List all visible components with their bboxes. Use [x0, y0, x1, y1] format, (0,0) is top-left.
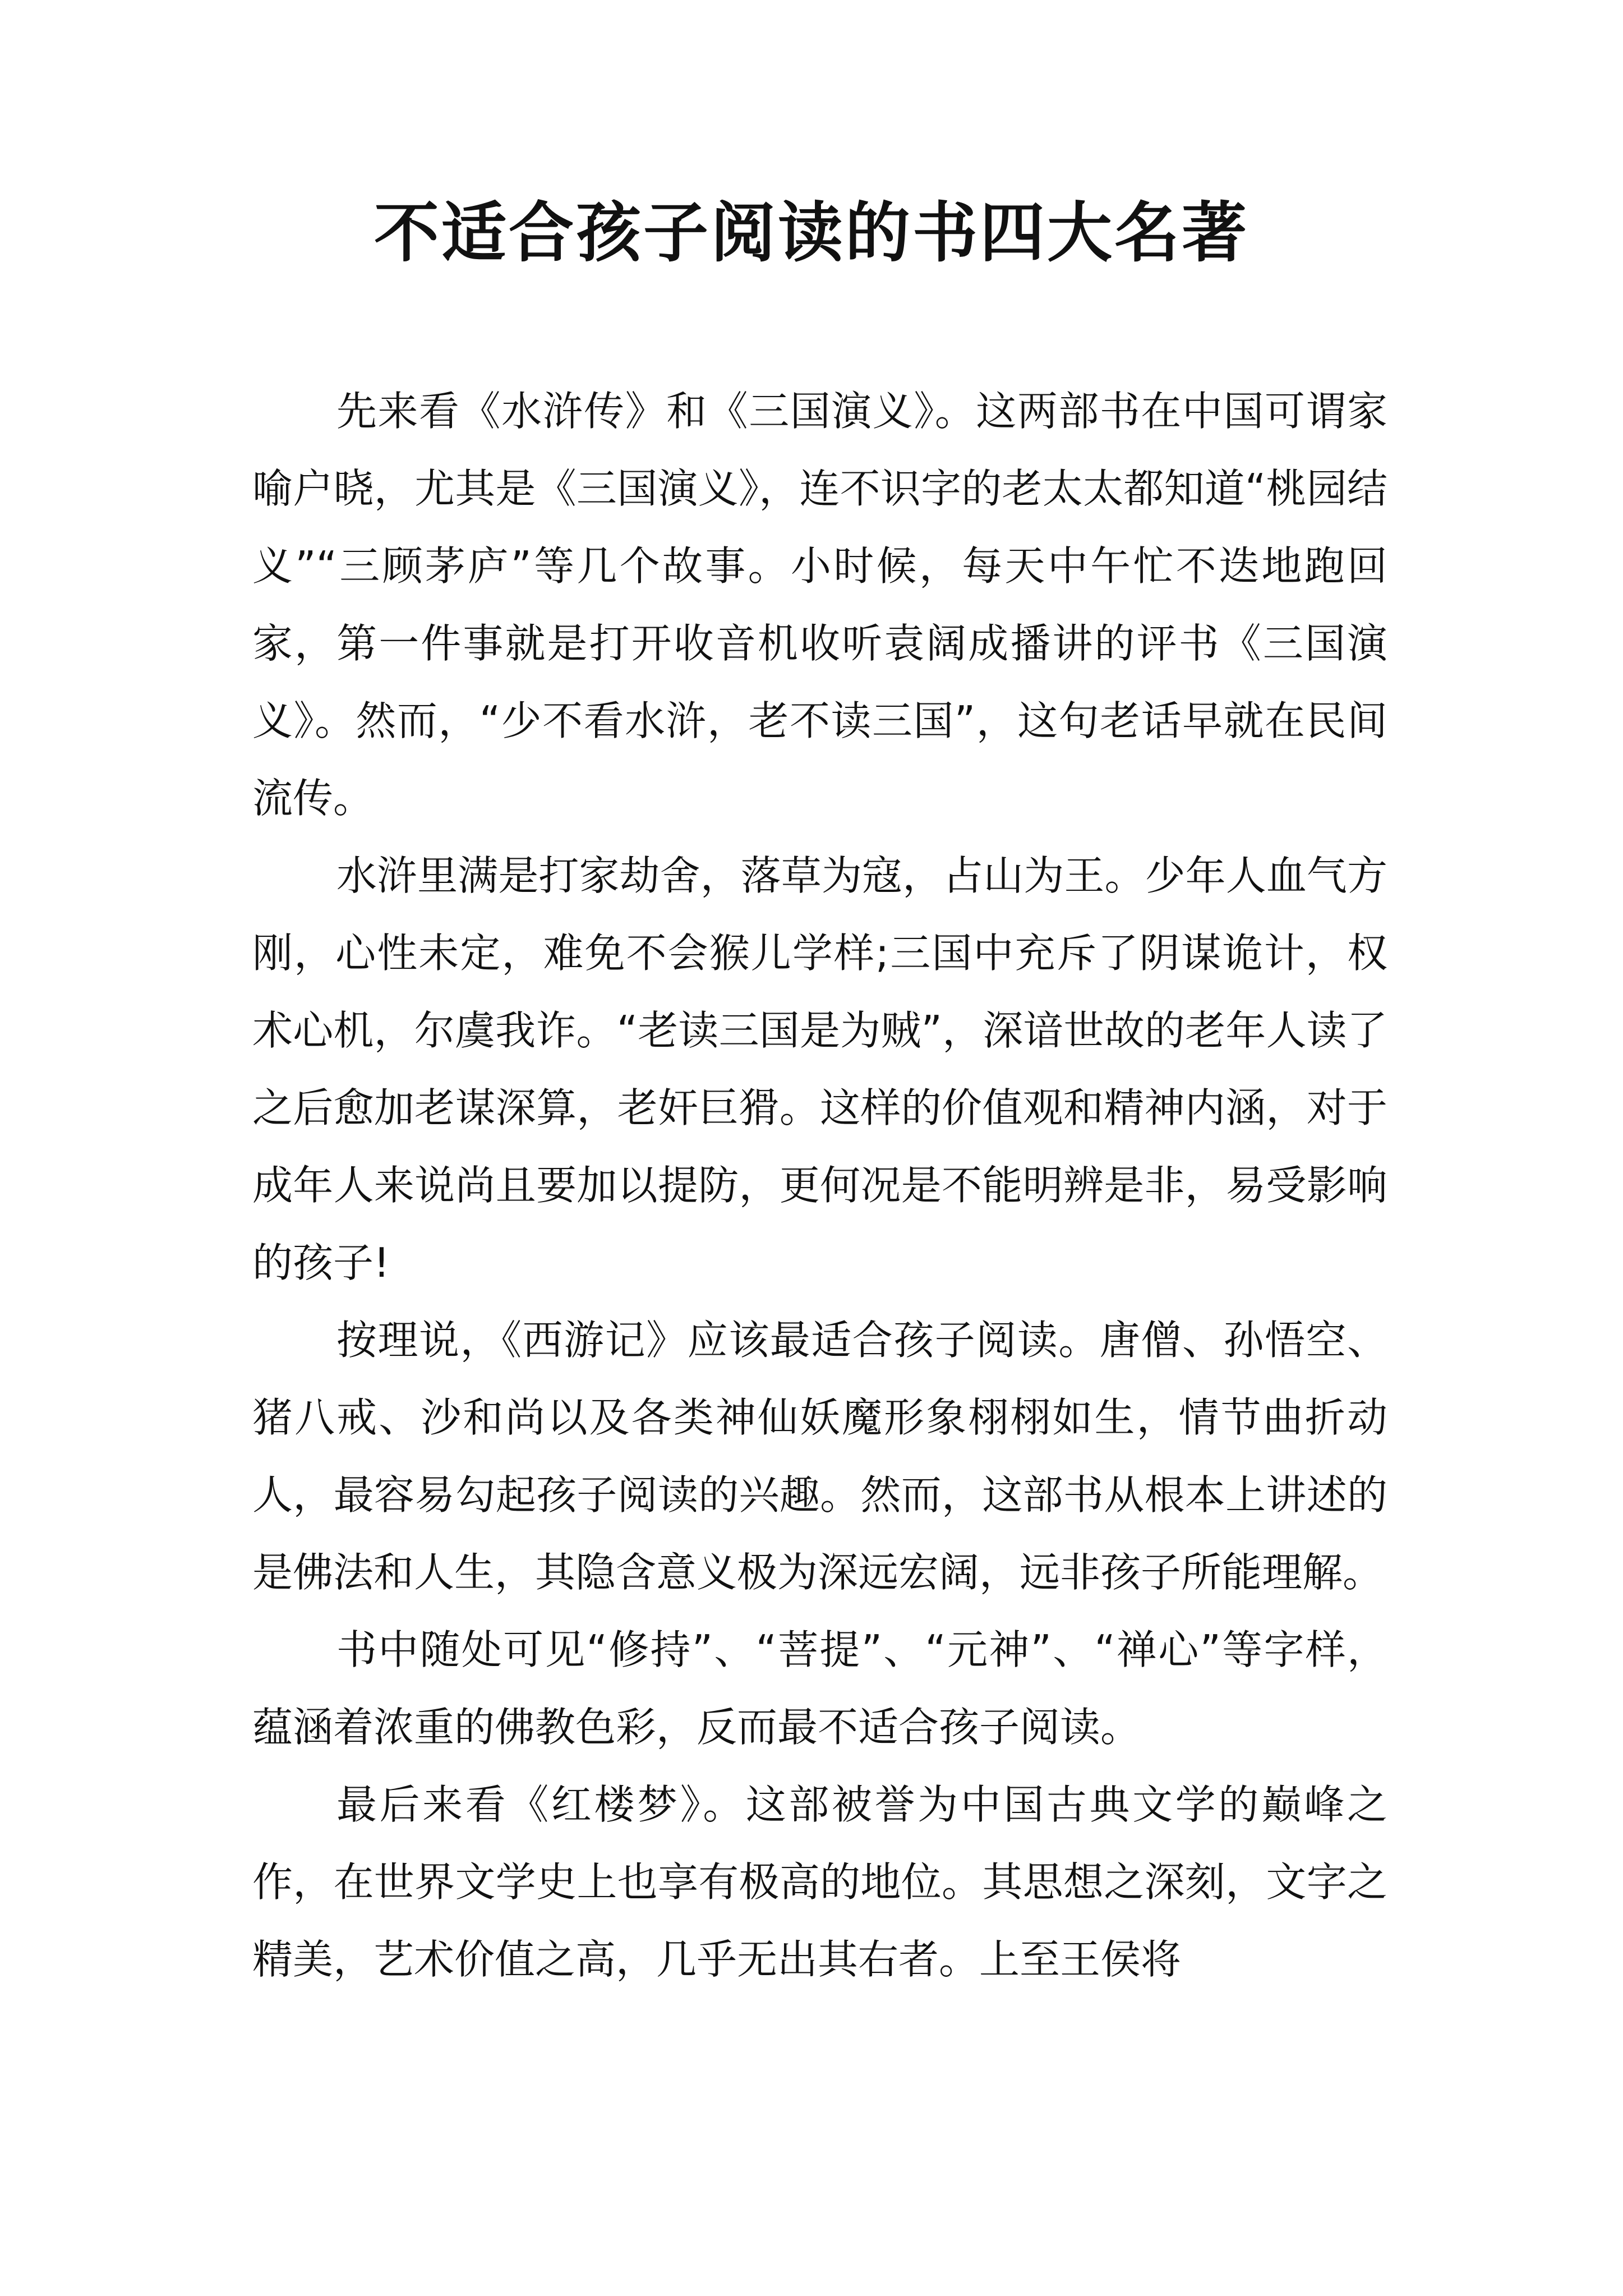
- paragraph-1: 先来看《水浒传》和《三国演义》。这两部书在中国可谓家喻户晓，尤其是《三国演义》，连不识字的老太太都知道“桃园结义”“三顾茅庐”等几个故事。小时候，每天中午忙不迭地跑回家，第一件事就是打开收音机收听袁阔成播讲的评书《三国演义》。然而，“少不看水浒，老不读三国”，这句老话早就在民间流传。: [252, 388, 1387, 822]
- paragraph-5: 最后来看《红楼梦》。这部被誉为中国古典文学的巅峰之作，在世界文学史上也享有极高的地位。其思想之深刻，文字之精美，艺术价值之高，几乎无出其右者。上至王侯将: [252, 1781, 1387, 1983]
- paragraph-2: 水浒里满是打家劫舍，落草为寇，占山为王。少年人血气方刚，心性未定，难免不会猴儿学样;三国中充斥了阴谋诡计，权术心机，尔虞我诈。“老读三国是为贼”，深谙世故的老年人读了之后愈加老谋深算，老奸巨猾。这样的价值观和精神内涵，对于成年人来说尚且要加以提防，更何况是不能明辨是非，易受影响的孩子!: [252, 852, 1387, 1286]
- paragraph-3: 按理说，《西游记》应该最适合孩子阅读。唐僧、孙悟空、猪八戒、沙和尚以及各类神仙妖魔形象栩栩如生，情节曲折动人，最容易勾起孩子阅读的兴趣。然而，这部书从根本上讲述的是佛法和人生，其隐含意义极为深远宏阔，远非孩子所能理解。: [252, 1317, 1387, 1596]
- article-body: [252, 372, 1387, 1998]
- page-title: 不适合孩子阅读的书四大名著: [374, 195, 1249, 271]
- paragraph-4: 书中随处可见“修持”、“菩提”、“元神”、“禅心”等字样，蕴涵着浓重的佛教色彩，反而最不适合孩子阅读。: [252, 1626, 1387, 1751]
